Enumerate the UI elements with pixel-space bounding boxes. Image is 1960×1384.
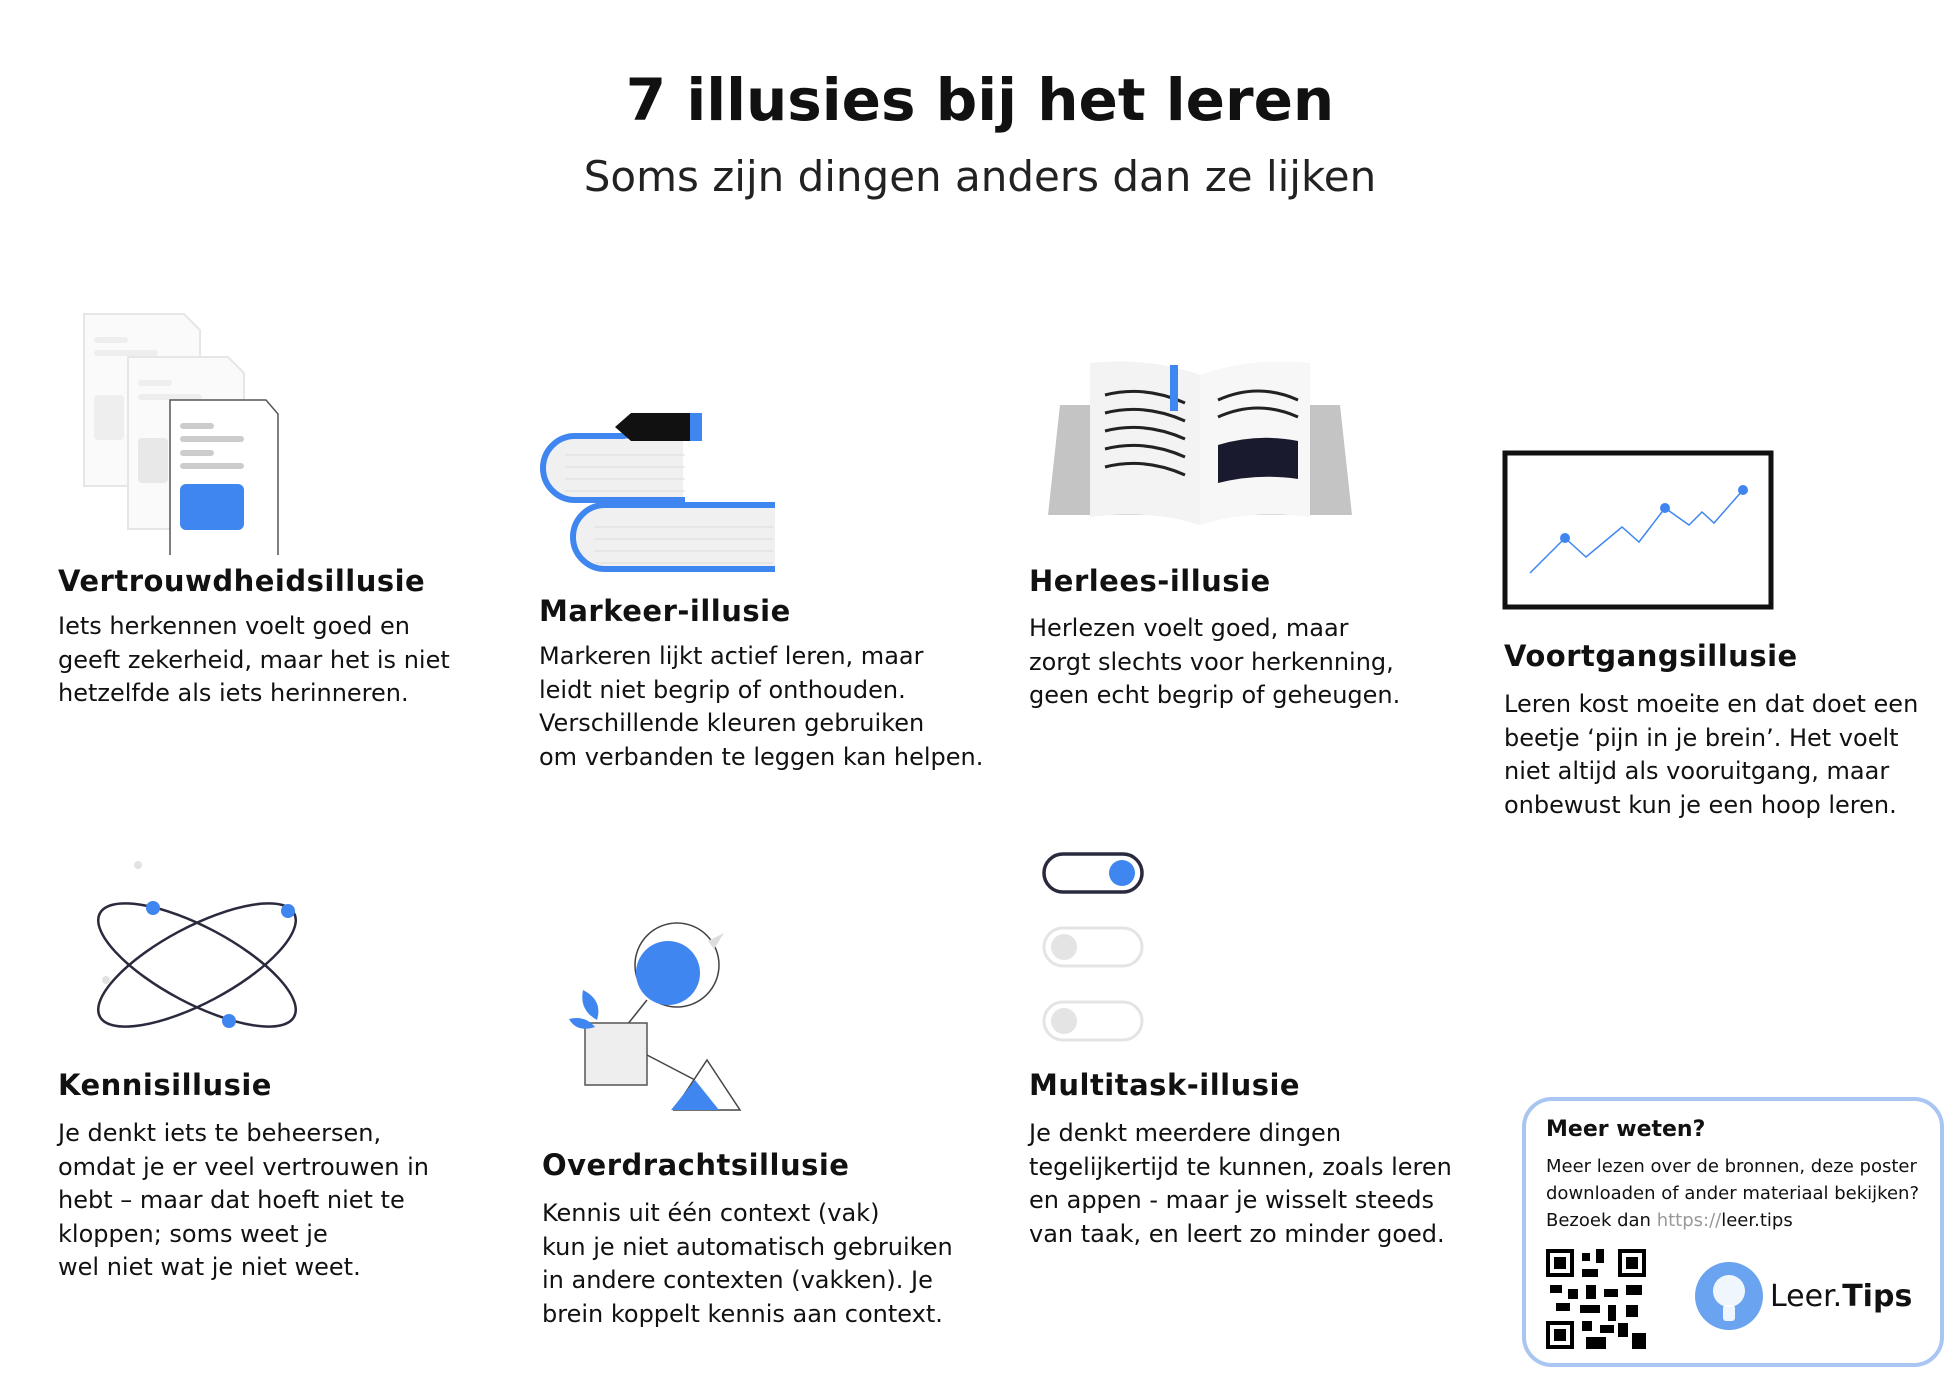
illusion-text: Je denkt meerdere dingen tegelijkertijd te kunnen, zoals leren en appen - maar je wisselt steeds van taak, en leert zo minder goed. <box>1029 1119 1452 1248</box>
illusion-title: Voortgangsillusie <box>1504 639 1798 673</box>
illusion-text: Iets herkennen voelt goed en geeft zekerheid, maar het is niet hetzelfde als iets herinneren. <box>58 612 450 707</box>
progress-chart-icon <box>1502 450 1777 612</box>
illusion-text: Herlezen voelt goed, maar zorgt slechts voor herkenning, geen echt begrip of geheugen. <box>1029 614 1401 709</box>
website-link[interactable]: https://leer.tips <box>1656 1210 1793 1231</box>
illusion-text: Markeren lijkt actief leren, maar leidt niet begrip of onthouden. Verschillende kleuren gebruiken om verbanden te leggen kan helpen. <box>539 642 984 771</box>
shapes-icon <box>565 915 755 1120</box>
illusion-title: Herlees-illusie <box>1029 564 1271 598</box>
illusion-title: Overdrachtsillusie <box>542 1148 850 1182</box>
leer-tips-logo: Leer.Tips <box>1694 1261 1912 1331</box>
page-subtitle: Soms zijn dingen anders dan ze lijken <box>583 152 1377 201</box>
toggles-icon <box>1040 850 1150 1045</box>
open-book-icon <box>1040 355 1360 535</box>
illusion-title: Multitask-illusie <box>1029 1068 1301 1102</box>
documents-icon <box>80 310 290 555</box>
illusion-title: Vertrouwdheidsillusie <box>58 564 426 598</box>
info-text: Meer lezen over de bronnen, deze poster downloaden of ander materiaal bekijken? Bezoek dan https://leer.tips <box>1546 1156 1919 1231</box>
qr-code-icon[interactable] <box>1546 1249 1646 1349</box>
info-title: Meer weten? <box>1546 1117 1706 1142</box>
page-title: 7 illusies bij het leren <box>625 66 1335 134</box>
orbit-icon <box>90 855 305 1035</box>
illusion-title: Kennisillusie <box>58 1068 272 1102</box>
lightbulb-brain-icon <box>1694 1261 1764 1331</box>
books-marker-icon <box>535 405 780 575</box>
illusion-title: Markeer-illusie <box>539 594 791 628</box>
info-box <box>1522 1097 1944 1367</box>
illusion-text: Je denkt iets te beheersen, omdat je er veel vertrouwen in hebt – maar dat hoeft niet te kloppen; soms weet je wel niet wat je niet weet. <box>58 1119 429 1281</box>
illusion-text: Kennis uit één context (vak) kun je niet automatisch gebruiken in andere contexten (vakken). Je brein koppelt kennis aan context. <box>542 1199 953 1328</box>
illusion-text: Leren kost moeite en dat doet een beetje ‘pijn in je brein’. Het voelt niet altijd als vooruitgang, maar onbewust kun je een hoop leren. <box>1504 690 1919 819</box>
